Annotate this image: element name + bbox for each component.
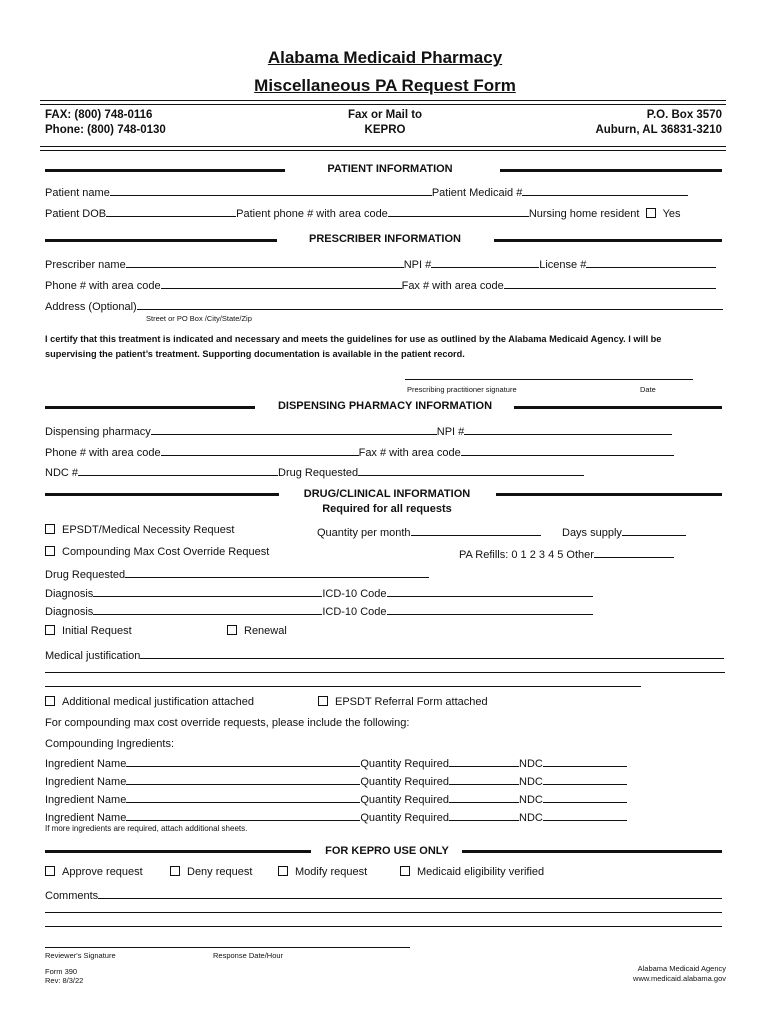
clinical-section-header: DRUG/CLINICAL INFORMATION: [303, 488, 471, 500]
modify-label: Modify request: [295, 866, 368, 878]
eligibility-label: Medicaid eligibility verified: [417, 866, 545, 878]
days-supply-field[interactable]: [622, 524, 686, 536]
ingredient-name-label: Ingredient Name: [45, 758, 127, 770]
kepro-label: KEPRO: [364, 124, 406, 136]
signature-label: Prescribing practitioner signature: [407, 385, 517, 394]
ingredient-name-field[interactable]: [126, 773, 360, 785]
prescriber-license-label: License #: [539, 259, 587, 271]
pharmacy-npi-label: NPI #: [436, 426, 465, 438]
diagnosis2-field[interactable]: [93, 603, 322, 615]
ingredient-qty-label: Quantity Required: [360, 812, 449, 824]
renewal-checkbox[interactable]: [227, 625, 237, 635]
ndc-label: NDC #: [45, 467, 79, 479]
ingredient-name-label: Ingredient Name: [45, 794, 127, 806]
justification-field[interactable]: [140, 647, 724, 659]
drug-requested-label: Drug Requested: [278, 467, 359, 479]
address-field[interactable]: [137, 298, 723, 310]
ingredient-name-label: Ingredient Name: [45, 812, 127, 824]
pharmacy-section-header: DISPENSING PHARMACY INFORMATION: [277, 400, 493, 412]
patient-dob-field[interactable]: [106, 205, 236, 217]
fax-number: FAX: (800) 748-0116: [45, 109, 153, 121]
agency-name: Alabama Medicaid Agency: [637, 964, 726, 973]
prescriber-license-field[interactable]: [586, 256, 716, 268]
approve-label: Approve request: [62, 866, 143, 878]
ndc-field[interactable]: [78, 464, 278, 476]
diagnosis2-label: Diagnosis: [45, 606, 94, 618]
nursing-home-yes-label: Yes: [662, 208, 681, 220]
ingredient-ndc-field[interactable]: [543, 809, 627, 821]
city-state-zip: Auburn, AL 36831-3210: [595, 124, 722, 136]
justification-label: Medical justification: [45, 650, 141, 662]
prescriber-name-label: Prescriber name: [45, 259, 126, 271]
clinical-subheader: Required for all requests: [322, 503, 452, 515]
icd-label: ICD-10 Code: [322, 588, 387, 600]
patient-phone-label: Patient phone # with area code: [236, 208, 388, 220]
response-date-label: Response Date/Hour: [213, 951, 284, 960]
comments-field[interactable]: [98, 887, 722, 899]
ingredient-name-label: Ingredient Name: [45, 776, 127, 788]
compound-note: For compounding max cost override requests, please include the following:: [45, 717, 410, 729]
ingredient-ndc-field[interactable]: [543, 755, 627, 767]
drug-requested-field[interactable]: [358, 464, 584, 476]
patient-dob-label: Patient DOB: [45, 208, 107, 220]
prescriber-fax-label: Fax # with area code: [401, 280, 504, 292]
ingredient-row: [45, 791, 627, 806]
nursing-home-checkbox[interactable]: [646, 208, 656, 218]
patient-section-header: PATIENT INFORMATION: [327, 163, 453, 175]
approve-checkbox[interactable]: [45, 866, 55, 876]
epsdt-checkbox[interactable]: [45, 524, 55, 534]
additional-justification-checkbox[interactable]: [45, 696, 55, 706]
ingredient-ndc-label: NDC: [519, 776, 543, 788]
prescriber-npi-field[interactable]: [431, 256, 539, 268]
quantity-label: Quantity per month: [317, 527, 411, 539]
ingredient-qty-field[interactable]: [449, 809, 519, 821]
clinical-drug-label: Drug Requested: [45, 569, 126, 581]
form-number: Form 390: [45, 967, 78, 976]
reviewer-signature-line[interactable]: [45, 947, 410, 948]
patient-phone-field[interactable]: [388, 205, 529, 217]
ingredient-qty-field[interactable]: [449, 791, 519, 803]
icd-field[interactable]: [387, 585, 593, 597]
diagnosis-label: Diagnosis: [45, 588, 94, 600]
certify-statement-cont: supervising the patient’s treatment. Supporting documentation is available in the patient record.: [45, 349, 465, 359]
form-title: Alabama Medicaid Pharmacy: [267, 48, 503, 67]
comments-label: Comments: [45, 890, 99, 902]
modify-checkbox[interactable]: [278, 866, 288, 876]
pharmacy-phone-label: Phone # with area code: [45, 447, 161, 459]
prescriber-phone-label: Phone # with area code: [45, 280, 161, 292]
ingredient-qty-field[interactable]: [449, 755, 519, 767]
ingredient-qty-label: Quantity Required: [360, 794, 449, 806]
epsdt-referral-label: EPSDT Referral Form attached: [335, 696, 488, 708]
form-subtitle: Miscellaneous PA Request Form: [254, 76, 516, 95]
phone-number: Phone: (800) 748-0130: [45, 124, 166, 136]
ingredient-ndc-field[interactable]: [543, 791, 627, 803]
comments-line-2[interactable]: [45, 912, 722, 913]
reviewer-signature-label: Reviewer's Signature: [45, 951, 116, 960]
deny-checkbox[interactable]: [170, 866, 180, 876]
comments-line-3[interactable]: [45, 926, 722, 927]
more-ingredients-note: If more ingredients are required, attach additional sheets.: [45, 824, 248, 833]
ingredient-qty-field[interactable]: [449, 773, 519, 785]
justification-line-3[interactable]: [45, 686, 641, 687]
prescriber-fax-field[interactable]: [504, 277, 716, 289]
ingredient-name-field[interactable]: [126, 791, 360, 803]
prescriber-npi-label: NPI #: [403, 259, 432, 271]
clinical-drug-field[interactable]: [125, 566, 429, 578]
refills-label: PA Refills: 0 1 2 3 4 5 Other: [459, 549, 594, 561]
ingredient-ndc-label: NDC: [519, 794, 543, 806]
ingredient-name-field[interactable]: [126, 755, 360, 767]
compounding-ingredients-label: Compounding Ingredients:: [45, 738, 175, 750]
icd2-label: ICD-10 Code: [322, 606, 387, 618]
nursing-home-label: Nursing home resident: [528, 208, 640, 220]
fax-mail-label: Fax or Mail to: [347, 109, 423, 121]
ingredient-row: [45, 773, 627, 788]
ingredient-name-field[interactable]: [126, 809, 360, 821]
refills-other-field[interactable]: [594, 546, 674, 558]
compounding-checkbox[interactable]: [45, 546, 55, 556]
ingredient-ndc-field[interactable]: [543, 773, 627, 785]
justification-line-2[interactable]: [45, 672, 725, 673]
epsdt-referral-checkbox[interactable]: [318, 696, 328, 706]
patient-name-label: Patient name: [45, 187, 110, 199]
ingredient-ndc-label: NDC: [519, 812, 543, 824]
pharmacy-name-field[interactable]: [151, 423, 437, 435]
address-label: Address (Optional): [45, 301, 137, 313]
initial-request-checkbox[interactable]: [45, 625, 55, 635]
patient-medicaid-label: Patient Medicaid #: [431, 187, 523, 199]
quantity-field[interactable]: [411, 524, 541, 536]
prescriber-phone-field[interactable]: [161, 277, 402, 289]
epsdt-label: EPSDT/Medical Necessity Request: [62, 524, 235, 536]
ingredient-row: [45, 809, 627, 824]
ingredient-row: [45, 755, 627, 770]
compounding-label: Compounding Max Cost Override Request: [62, 546, 270, 558]
form-revision: Rev: 8/3/22: [45, 976, 84, 985]
ingredient-qty-label: Quantity Required: [360, 776, 449, 788]
pharmacy-fax-field[interactable]: [461, 444, 674, 456]
days-supply-label: Days supply: [562, 527, 622, 539]
kepro-section-header: FOR KEPRO USE ONLY: [325, 845, 449, 857]
pharmacy-name-label: Dispensing pharmacy: [45, 426, 151, 438]
icd2-field[interactable]: [387, 603, 593, 615]
certify-statement: I certify that this treatment is indicated and necessary and meets the guidelines for use as outlined by the Alabama Medicaid Agency. I will be: [45, 334, 662, 344]
additional-justification-label: Additional medical justification attached: [62, 696, 255, 708]
ingredient-qty-label: Quantity Required: [360, 758, 449, 770]
pharmacy-phone-field[interactable]: [161, 444, 359, 456]
deny-label: Deny request: [187, 866, 253, 878]
patient-medicaid-field[interactable]: [522, 184, 688, 196]
signature-line[interactable]: [405, 379, 693, 380]
prescriber-section-header: PRESCRIBER INFORMATION: [309, 233, 461, 245]
initial-request-label: Initial Request: [62, 625, 132, 637]
eligibility-checkbox[interactable]: [400, 866, 410, 876]
patient-name-field[interactable]: [110, 184, 432, 196]
po-box: P.O. Box 3570: [646, 109, 722, 121]
prescriber-name-field[interactable]: [126, 256, 404, 268]
pharmacy-npi-field[interactable]: [464, 423, 672, 435]
address-hint: Street or PO Box /City/State/Zip: [146, 314, 252, 323]
agency-url: www.medicaid.alabama.gov: [633, 974, 726, 983]
pharmacy-fax-label: Fax # with area code: [358, 447, 461, 459]
date-label: Date: [640, 385, 656, 394]
renewal-label: Renewal: [244, 625, 287, 637]
ingredient-ndc-label: NDC: [519, 758, 543, 770]
diagnosis-field[interactable]: [93, 585, 322, 597]
